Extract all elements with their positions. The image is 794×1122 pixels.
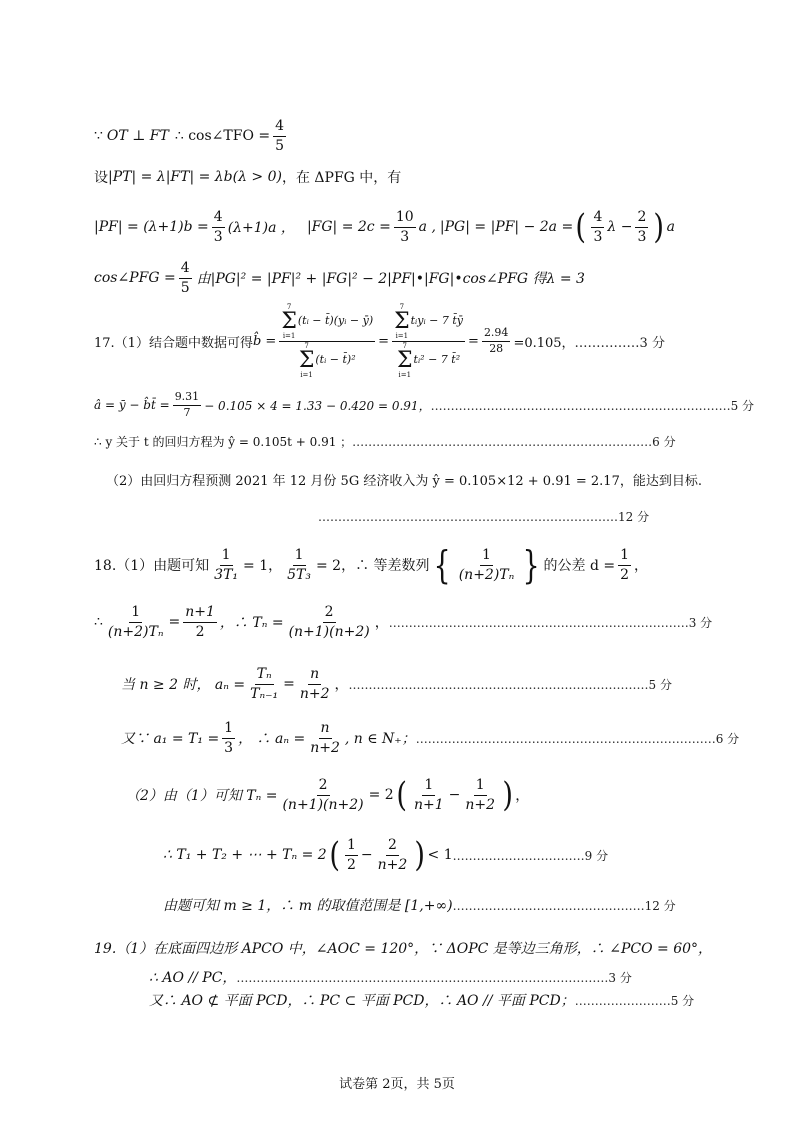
fraction-4-5: $\frac{4}{5}$ (275, 118, 285, 154)
let-text: 设 (94, 170, 108, 186)
q17-score-12 (318, 506, 649, 526)
q17-part-2 (106, 468, 702, 490)
perpendicular-statement: OT ⊥ FT (106, 128, 169, 144)
q18-row-5: （2）由（1）可知 Tₙ = $\frac{2}{(n+1)(n+2)}$ = 2 ( $\frac{1}{n+1}$ − $\frac{1}{n+2}$ ) ， (126, 775, 530, 815)
right-brace: } (522, 543, 540, 587)
right-paren: ) (502, 775, 513, 815)
q17-row-2 (94, 383, 754, 427)
intro-line-2 (94, 165, 401, 189)
fraction-n1-2: $\frac{n+1}{2}$ (185, 604, 215, 640)
pg-a: a (666, 219, 676, 235)
score-12: …………………………………………………………………12 分 (318, 509, 650, 524)
sum-symbol: 7 Σ i=1 (396, 341, 413, 379)
left-brace: { (433, 543, 451, 587)
fraction-1-2: $\frac{1}{2}$ (620, 547, 630, 583)
right-paren: ) (653, 207, 665, 247)
pt-relation: |PT| = λ|FT| = λb(λ > 0) (108, 169, 282, 185)
fraction-931-7: $\frac{9.31}{7}$ (174, 389, 200, 419)
fraction-1-n2: $\frac{1}{n+2}$ (465, 777, 496, 813)
q19-row-3: 又∴ AO ⊄ 平面 PCD，∴ PC ⊂ 平面 PCD，∴ AO // 平面 PCD； ……………………5 分 (149, 993, 695, 1009)
score-3: …………………………………………………………………3 分 (388, 615, 713, 630)
fraction-n-n2-b: $\frac{n}{n+2}$ (310, 720, 340, 756)
fraction-n-n2: $\frac{n}{n+2}$ (299, 666, 330, 702)
fraction-4-5-b: $\frac{4}{5}$ (180, 260, 190, 296)
pf-expression: |PF| = (λ+1)b = (94, 219, 209, 235)
intro-line-1 (94, 116, 289, 156)
q19-row-2: ∴ AO // PC， …………………………………………………………………………………3 分 (149, 970, 632, 986)
fraction-1-3: $\frac{1}{3}$ (224, 720, 234, 756)
left-paren: ( (329, 835, 340, 875)
q17-label: 17.（1）结合题中数据可得 (94, 335, 253, 351)
lambda-minus: λ − (607, 219, 633, 235)
fraction-1-5t3: $\frac{1}{\text{5T₃}}$ (287, 547, 311, 583)
fraction-tn-tn1: $\frac{\text{Tₙ}}{\text{Tₙ₋₁}}$ (250, 666, 279, 702)
intro-line-4 (94, 256, 585, 300)
cos-pfg: cos∠PFG = (94, 270, 176, 286)
score-5: …………………………………………………………………5 分 (348, 677, 672, 692)
cos-statement: ∴ cos∠TFO = (174, 128, 271, 144)
q18-label: 18.（1）由题可知 (94, 558, 210, 574)
fg-expression: |FG| = 2c = (306, 219, 391, 235)
pf-expression-tail: (λ+1)a ， (227, 220, 295, 236)
fraction-tn: $\frac{2}{(n+1)(n+2)}$ (288, 604, 370, 640)
law-of-cosines: 由|PG|² = |PF|² + |FG|² − 2|PF|•|FG|•cos∠PFG 得λ = 3 (196, 271, 585, 287)
because-symbol: ∵ (94, 128, 103, 144)
sum-symbol: 7 Σ i=1 (281, 302, 297, 340)
fraction-10-3: $\frac{10}{3}$ (395, 209, 414, 245)
a-hat-calc: − 0.105 × 4 = 1.33 − 0.420 = 0.91， (204, 398, 431, 413)
left-paren: ( (575, 207, 587, 247)
score-9: ……………………………9 分 (452, 848, 609, 863)
in-triangle-text: ，在 ΔPFG 中，有 (281, 170, 402, 186)
fraction-4-3: $\frac{4}{3}$ (213, 209, 223, 245)
fraction-2-n2: $\frac{2}{n+2}$ (377, 837, 408, 873)
fraction-294-28: $\frac{2.94}{28}$ (483, 325, 509, 355)
q18-row-6: ∴ T₁ + T₂ + ⋯ + Tₙ = 2 ( $\frac{1}{2}$ − $\frac{2}{n+2}$ ) < 1 ……………………………9 分 (163, 835, 609, 875)
fraction-4-3-b: $\frac{4}{3}$ (593, 209, 603, 245)
q17-row-3 (94, 430, 676, 452)
fg-expression-tail: a , (418, 219, 436, 235)
score-3: …………………………………………………………………………………3 分 (236, 970, 632, 985)
b-hat: b̂ = (252, 333, 277, 349)
score-6: …………………………………………………………………6 分 (415, 731, 740, 746)
sum-symbol: 7 Σ i=1 (298, 341, 315, 379)
right-paren: ) (414, 835, 426, 875)
q18-row-4: 又∵ a₁ = T₁ = $\frac{1}{3}$ ， ∴ aₙ = $\frac{n}{n+2}$ , n ∈ N₊； …………………………………………………………………6 分 (121, 720, 740, 756)
fraction-sequence: $\frac{1}{\text{(n+2)Tₙ}}$ (458, 547, 515, 583)
regression-equation: ∴ y 关于 t 的回归方程为 ŷ = 0.105t + 0.91 ； (94, 434, 353, 449)
score-6: …………………………………………………………………6 分 (352, 434, 676, 449)
score-5: ……………………5 分 (574, 993, 695, 1008)
sum-symbol: 7 Σ i=1 (394, 302, 410, 340)
bhat-fraction-2: 7 Σ i=1 tᵢyᵢ − 7 t̄ȳ 7 Σ i=1 tᵢ² − 7 t̄² (394, 302, 464, 379)
q19-row-1: 19.（1）在底面四边形 APCO 中，∠AOC = 120°，∵ ΔOPC 是等边三角形，∴ ∠PCO = 60°， (94, 941, 713, 957)
fraction-tn-b: $\frac{2}{(n+1)(n+2)}$ (282, 777, 364, 813)
q18-row-1: 18.（1）由题可知 $\frac{1}{\text{3T₁}}$ = 1， $\frac{1}{\text{5T₃}}$ = 2，∴ 等差数列 { $\frac{1}{\text{(n+2)Tₙ}}$ } 的公差 d = $\frac{1}{2}$ ， (94, 543, 649, 587)
score-12: …………………………………………12 分 (452, 898, 676, 913)
score-3: ……………3 分 (574, 335, 665, 351)
page-footer: 试卷第 2页，共 5页 (339, 1077, 455, 1092)
equals-1: = (378, 333, 390, 349)
equals-2: = (468, 333, 479, 349)
b-result: =0.105， (513, 335, 575, 351)
fraction-1-n2tn: $\frac{1}{\text{(n+2)Tₙ}}$ (107, 604, 164, 640)
a-hat: â = ȳ − b̂t̄ = (94, 398, 170, 412)
q18-row-7: 由题可知 m ≥ 1，∴ m 的取值范围是 [1,+∞) …………………………………………12 分 (163, 898, 676, 914)
fraction-1-3t1: $\frac{1}{\text{3T₁}}$ (214, 547, 239, 583)
q17-row-1 (94, 302, 665, 379)
fraction-2-3: $\frac{2}{3}$ (637, 209, 647, 245)
fraction-1-n1: $\frac{1}{n+1}$ (413, 777, 444, 813)
pg-expression: |PG| = |PF| − 2a = (439, 219, 574, 235)
q17-prediction: （2）由回归方程预测 2021 年 12 月份 5G 经济收入为 ŷ = 0.105×12 + 0.91 = 2.17，能达到目标. (106, 473, 702, 489)
intro-line-3 (94, 204, 675, 250)
q18-row-2: ∴ $\frac{1}{\text{(n+2)Tₙ}}$ = $\frac{n+1}{2}$ ，∴ Tₙ = $\frac{2}{(n+1)(n+2)}$ ， …………………………………………………………………3 分 (94, 604, 713, 640)
bhat-fraction-1: 7 Σ i=1 (tᵢ − t̄)(yᵢ − ȳ) 7 Σ i=1 (tᵢ − t̄)² (281, 302, 374, 379)
q18-row-3: 当 n ≥ 2 时， aₙ = $\frac{\text{Tₙ}}{\text{Tₙ₋₁}}$ = $\frac{n}{n+2}$ ， …………………………………………………………………5 分 (121, 666, 672, 702)
left-paren: ( (396, 775, 407, 815)
fraction-1-2-b: $\frac{1}{2}$ (346, 837, 356, 873)
score-5: …………………………………………………………………5 分 (430, 398, 755, 413)
